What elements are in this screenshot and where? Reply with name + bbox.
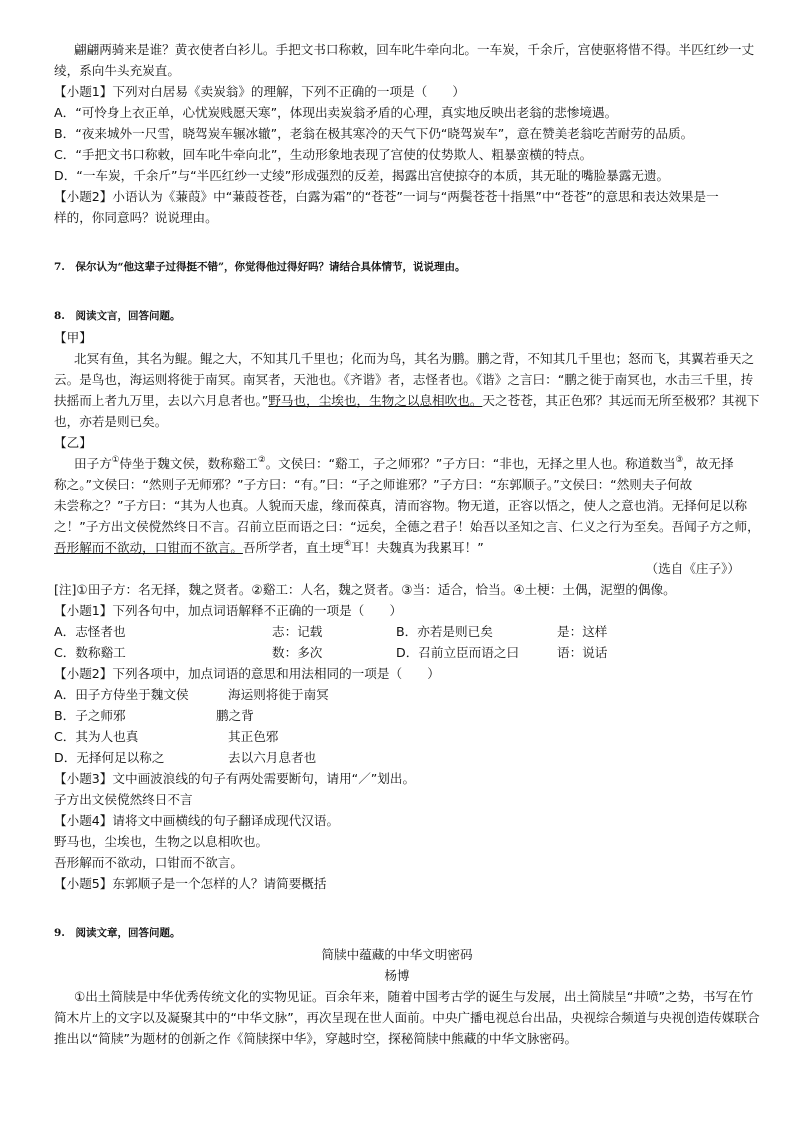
option-b-compare: 鹏之背 <box>216 708 254 723</box>
option-a: A．志怪者也 <box>54 624 126 639</box>
article-line: 推出以“简牍”为题材的创新之作《简牍探中华》，穿越时空，探秘简牍中熊藏的中华文脉密码。 <box>54 1031 578 1046</box>
question-stem: 【小题1】下列对白居易《卖炭翁》的理解，下列不正确的一项是（ ） <box>54 84 466 99</box>
option-row <box>54 726 279 747</box>
question-stem: 【小题3】文中画波浪线的句子有两处需要断句，请用“／”划出。 <box>54 771 416 786</box>
translate-sentence: 野马也，尘埃也，生物之以息相吹也。 <box>54 834 269 849</box>
translate-sentence: 吾形解而不欲动，口钳而不欲言。 <box>54 855 243 870</box>
option-a-gloss: 志：记载 <box>272 624 323 639</box>
section-heading: 8. 阅读文言，回答问题。 <box>54 310 181 322</box>
question-stem: 【小题4】请将文中画横线的句子翻译成现代汉语。 <box>54 813 340 828</box>
underlined-sentence: 吾形解而不欲动，口钳而不欲言。 <box>54 540 243 555</box>
option-row <box>54 684 329 705</box>
passage-line: 扶摇而上者九万里，去以六月息者也。”野马也，尘埃也，生物之以息相吹也。天之苍苍，其正色邪？其远而无所至极邪？其视下 <box>54 393 760 408</box>
option-a: A．田子方侍坐于魏文侯 <box>54 687 189 702</box>
passage-line: 称之。”文侯曰：“然则子无师邪？”子方曰：“有。”曰：“子之师谁邪？”子方曰：“东郭顺子。”文侯曰：“然则夫子何故 <box>54 477 693 492</box>
option-row <box>54 747 317 768</box>
option-a-compare: 海运则将徙于南冥 <box>228 687 329 702</box>
footnote-marker: ③ <box>675 455 684 465</box>
wavy-sentence: 子方出文侯傥然终日不言 <box>54 792 193 807</box>
passage-line: 未尝称之？”子方曰：“其为人也真。人貌而天虚，缘而葆真，清而容物。物无道，正容以悟之，使人之意也消。无择何足以称 <box>54 498 748 513</box>
option-b: B．亦若是则已矣 <box>396 624 493 639</box>
footnote-marker: ② <box>257 455 266 465</box>
passage-label: 【甲】 <box>54 330 92 345</box>
source-citation: （选自《庄子》） <box>645 561 740 576</box>
article-author: 杨博 <box>384 968 410 983</box>
option-c-gloss: 数：多次 <box>272 645 323 660</box>
option-b-gloss: 是：这样 <box>557 624 608 639</box>
option-c: C．其为人也真 <box>54 729 139 744</box>
footnote: [注]①田子方：名无择，魏之贤者。②谿工：人名，魏之贤者。③当：适合，恰当。④土梗：土偶，泥塑的偶像。 <box>54 582 676 597</box>
poem-line: 绫，系向牛头充炭直。 <box>54 63 180 78</box>
question-stem: 【小题2】下列各项中，加点词语的意思和用法相同的一项是（ ） <box>54 666 440 681</box>
option-d: D．无择何足以称之 <box>54 750 165 765</box>
option-row <box>54 621 608 642</box>
option-c-compare: 其正色邪 <box>228 729 279 744</box>
passage-line: 北冥有鱼，其名为鲲。鲲之大，不知其几千里也；化而为鸟，其名为鹏。鹏之背，不知其几千里也；怒而飞，其翼若垂天之 <box>74 351 755 366</box>
article-title: 简牍中蕴藏的中华文明密码 <box>321 947 473 962</box>
question-stem: 【小题1】下列各句中，加点词语解释不正确的一项是（ ） <box>54 603 403 618</box>
section-heading: 7. 保尔认为“他这辈子过得挺不错”，你觉得他过得好吗？请结合具体情节，说说理由。 <box>54 261 466 273</box>
passage-line: 吾形解而不欲动，口钳而不欲言。吾所学者，直土埂④耳！夫魏真为我累耳！” <box>54 539 484 555</box>
footnote-marker: ④ <box>343 539 352 549</box>
option-d: D．召前立臣而语之曰 <box>396 645 520 660</box>
question-stem: 【小题2】小语认为《蒹葭》中“蒹葭苍苍，白露为霜”的“苍苍”一词与“两鬓苍苍十指黑”中“苍苍”的意思和表达效果是一 <box>54 189 719 204</box>
option-d-gloss: 语：说话 <box>557 645 608 660</box>
article-line: 简木片上的文字以及凝聚其中的“中华文脉”，再次呈现在世人面前。中央广播电视总台出品，央视综合频道与央视创造传媒联合 <box>54 1010 760 1025</box>
option-d: D．“一车炭，千余斤”与“半匹红纱一丈绫”形成强烈的反差，揭露出宫使掠夺的本质，其无耻的嘴脸暴露无遗。 <box>54 168 670 183</box>
passage-line: 之！”子方出文侯傥然终日不言。召前立臣而语之曰：“远矣，全德之君子！始吾以圣知之言、仁义之行为至矣。吾闻子方之师， <box>54 519 760 534</box>
option-c: C．“手把文书口称敕，回车叱牛牵向北”，生动形象地表现了宫使的仗势欺人、粗暴蛮横的特点。 <box>54 147 593 162</box>
underlined-sentence: 野马也，尘埃也，生物之以息相吹也。 <box>268 393 483 408</box>
footnote-marker: ① <box>111 455 120 465</box>
passage-label: 【乙】 <box>54 435 92 450</box>
passage-line: 也，亦若是则已矣。 <box>54 414 168 429</box>
question-stem: 【小题5】东郭顺子是一个怎样的人？请简要概括 <box>54 876 327 891</box>
option-a: A．“可怜身上衣正单，心忧炭贱愿天寒”，体现出卖炭翁矛盾的心理，真实地反映出老翁的悲惨境遇。 <box>54 105 618 120</box>
option-row <box>54 705 254 726</box>
option-row <box>54 642 608 663</box>
question-stem-cont: 样的，你同意吗？说说理由。 <box>54 210 218 225</box>
poem-line: 翩翩两骑来是谁？黄衣使者白衫儿。手把文书口称敕，回车叱牛牵向北。一车炭，千余斤，宫使驱将惜不得。半匹红纱一丈 <box>74 42 755 57</box>
section-heading: 9. 阅读文章，回答问题。 <box>54 927 181 939</box>
passage-line: 云。是鸟也，海运则将徙于南冥。南冥者，天池也。《齐谐》者，志怪者也。《谐》之言曰：“鹏之徙于南冥也，水击三千里，抟 <box>54 372 754 387</box>
option-b: B．“夜来城外一尺雪，晓驾炭车辗冰辙”，老翁在极其寒冷的天气下仍“晓驾炭车”，意在赞美老翁吃苦耐劳的品质。 <box>54 126 694 141</box>
passage-line: 田子方①侍坐于魏文侯，数称谿工②。文侯曰：“谿工，子之师邪？”子方曰：“非也，无择之里人也。称道数当③，故无择 <box>74 455 734 471</box>
article-line: ①出土简牍是中华优秀传统文化的实物见证。百余年来，随着中国考古学的诞生与发展，出土简牍呈“井喷”之势，书写在竹 <box>74 989 754 1004</box>
option-c: C．数称谿工 <box>54 645 126 660</box>
option-b: B．子之师邪 <box>54 708 126 723</box>
option-d-compare: 去以六月息者也 <box>228 750 317 765</box>
